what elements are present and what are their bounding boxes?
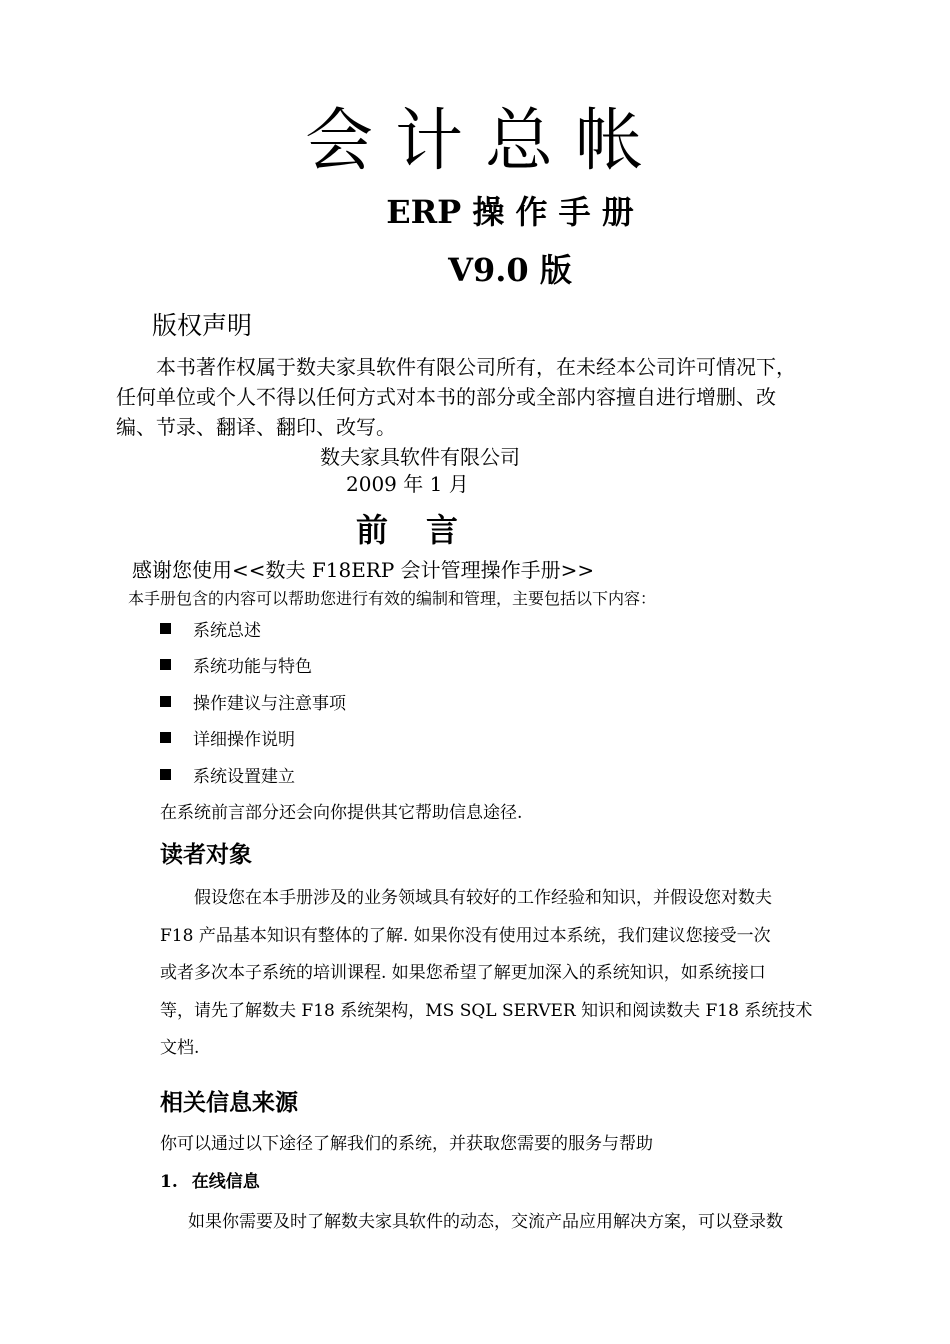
readers-line: 文档. (160, 1038, 200, 1058)
copyright-line: 本书著作权属于数夫家具软件有限公司所有，在未经本公司许可情况下， (116, 355, 796, 379)
document-subtitle: ERP 操 作 手 册 (386, 193, 634, 231)
copyright-heading: 版权声明 (152, 311, 253, 340)
readers-line: 或者多次本子系统的培训课程. 如果您希望了解更加深入的系统知识，如系统接口 (160, 963, 766, 983)
online-info-heading (160, 1168, 260, 1196)
square-bullet-icon (160, 696, 171, 707)
preface-more-info: 在系统前言部分还会向你提供其它帮助信息途径. (160, 803, 523, 823)
preface-content-list (160, 610, 346, 793)
preface-thanks: 感谢您使用<<数夫 F18ERP 会计管理操作手册>> (132, 558, 595, 582)
preface-heading: 前言 (356, 511, 497, 549)
square-bullet-icon (160, 769, 171, 780)
list-item-label: 系统设置建立 (193, 766, 295, 787)
readers-heading: 读者对象 (160, 842, 252, 868)
square-bullet-icon (160, 732, 171, 743)
copyright-company: 数夫家具软件有限公司 (320, 445, 520, 469)
square-bullet-icon (160, 659, 171, 670)
online-info-number: 1. (160, 1172, 178, 1192)
copyright-text (116, 352, 876, 442)
copyright-line: 任何单位或个人不得以任何方式对本书的部分或全部内容擅自进行增删、改 (116, 385, 776, 409)
copyright-date: 2009 年 1 月 (346, 472, 469, 496)
document-title: 会计总帐 (304, 102, 665, 181)
list-item (160, 720, 346, 757)
readers-line: 假设您在本手册涉及的业务领域具有较好的工作经验和知识，并假设您对数夫 (160, 888, 772, 908)
list-item (160, 610, 346, 647)
list-item-label: 系统总述 (193, 620, 261, 641)
list-item (160, 756, 346, 793)
sources-text: 你可以通过以下途径了解我们的系统，并获取您需要的服务与帮助 (160, 1134, 653, 1154)
online-info-title: 在线信息 (191, 1172, 260, 1192)
readers-text (160, 880, 860, 1068)
list-item (160, 683, 346, 720)
document-version: V9.0 版 (448, 251, 572, 289)
preface-intro: 本手册包含的内容可以帮助您进行有效的编制和管理，主要包括以下内容： (128, 589, 657, 608)
copyright-line: 编、节录、翻译、翻印、改写。 (116, 415, 396, 439)
sources-heading: 相关信息来源 (160, 1090, 298, 1116)
square-bullet-icon (160, 623, 171, 634)
list-item (160, 647, 346, 684)
online-info-text: 如果你需要及时了解数夫家具软件的动态，交流产品应用解决方案，可以登录数 (188, 1212, 783, 1232)
readers-line: F18 产品基本知识有整体的了解. 如果你没有使用过本系统，我们建议您接受一次 (160, 925, 771, 946)
list-item-label: 详细操作说明 (193, 730, 295, 751)
list-item-label: 操作建议与注意事项 (193, 693, 346, 714)
readers-line: 等，请先了解数夫 F18 系统架构，MS SQL SERVER 知识和阅读数夫 F18 系统技术 (160, 1000, 813, 1021)
list-item-label: 系统功能与特色 (193, 657, 312, 678)
